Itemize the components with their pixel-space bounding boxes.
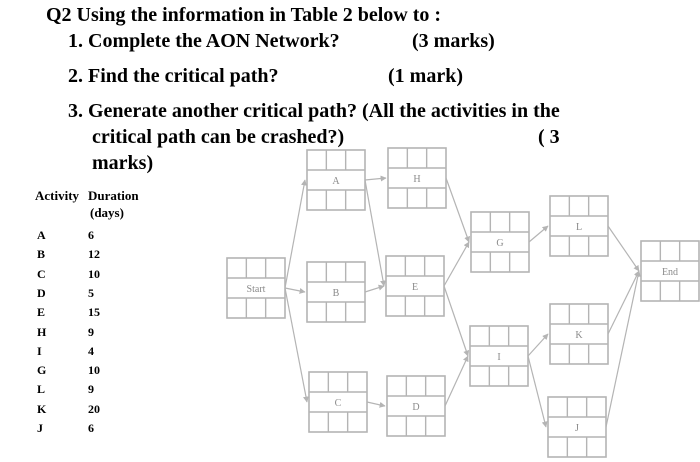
node-end xyxy=(641,241,699,301)
node-label: D xyxy=(412,402,420,413)
edge-j-end xyxy=(606,271,639,427)
node-l xyxy=(550,196,608,256)
edge-i-j xyxy=(528,356,546,427)
table-cell-activity: B xyxy=(37,247,46,262)
node-e xyxy=(386,256,444,316)
question-item-1: 1. Complete the AON Network? xyxy=(68,30,340,52)
node-label: I xyxy=(497,352,501,363)
edge-e-i xyxy=(444,286,468,356)
edge-start-a xyxy=(285,180,305,288)
node-k xyxy=(550,304,608,364)
node-b xyxy=(307,262,365,322)
table-cell-duration: 20 xyxy=(88,401,100,416)
question-item-3-line-1: 3. Generate another critical path? (All the activities in the xyxy=(68,100,560,122)
table-cell-activity: L xyxy=(37,382,46,397)
node-label: Start xyxy=(246,284,266,295)
table-cell-duration: 9 xyxy=(88,382,94,397)
table-cell-duration: 10 xyxy=(88,363,100,378)
node-label: E xyxy=(411,282,419,293)
question-item-3-line-3: marks) xyxy=(92,152,154,174)
question-item-3-marks: ( 3 xyxy=(538,126,560,148)
edge-start-c xyxy=(285,288,307,402)
node-label: C xyxy=(334,398,342,409)
table-cell-duration: 4 xyxy=(88,343,94,358)
node-label: B xyxy=(332,288,340,299)
table-cell-duration: 9 xyxy=(88,324,94,339)
edge-a-e xyxy=(365,180,384,286)
node-h xyxy=(388,148,446,208)
node-start xyxy=(227,258,285,318)
question-item-2: 2. Find the critical path? xyxy=(68,65,279,87)
table-cell-activity: H xyxy=(37,324,47,339)
edge-l-end xyxy=(608,226,639,271)
edge-i-k xyxy=(528,334,548,356)
node-label: A xyxy=(332,176,340,187)
node-i xyxy=(470,326,528,386)
node-label: G xyxy=(496,238,504,249)
table-cell-activity: E xyxy=(37,305,46,320)
question-item-1-marks: (3 marks) xyxy=(412,30,495,52)
node-label: H xyxy=(413,174,421,185)
table-cell-duration: 6 xyxy=(88,421,94,435)
node-j xyxy=(548,397,606,457)
table-header-duration: Duration xyxy=(88,188,139,203)
table-cell-duration: 15 xyxy=(88,305,100,320)
node-g xyxy=(471,212,529,272)
table-cell-duration: 12 xyxy=(88,247,100,262)
edge-d-i xyxy=(445,356,468,406)
table-cell-activity: D xyxy=(37,285,46,300)
node-label: L xyxy=(575,222,583,233)
table-cell-duration: 6 xyxy=(88,228,94,242)
edge-c-d xyxy=(367,402,385,406)
table-cell-activity: I xyxy=(37,343,42,358)
table-header-activity: Activity xyxy=(35,188,80,203)
node-c xyxy=(309,372,367,432)
table-cell-activity: J xyxy=(37,421,43,435)
table-cell-activity: C xyxy=(37,266,46,281)
table-cell-duration: 5 xyxy=(88,285,94,300)
node-label: J xyxy=(575,423,579,434)
edge-g-l xyxy=(529,226,548,242)
edge-a-h xyxy=(365,178,386,180)
node-label: End xyxy=(661,267,679,278)
table-cell-activity: A xyxy=(37,228,46,242)
node-label: K xyxy=(575,330,583,341)
table-cell-activity: K xyxy=(37,401,47,416)
question-title: Q2 Using the information in Table 2 below to : xyxy=(46,4,442,26)
table-header-unit: (days) xyxy=(90,205,124,220)
edge-e-g xyxy=(444,242,469,286)
node-a xyxy=(307,150,365,210)
question-item-2-marks: (1 mark) xyxy=(388,65,463,87)
edge-h-g xyxy=(446,178,469,242)
edge-b-e xyxy=(365,286,384,292)
question-item-3-line-2: critical path can be crashed?) xyxy=(92,126,345,148)
table-cell-activity: G xyxy=(37,363,47,378)
edge-start-b xyxy=(285,288,305,292)
edge-k-end xyxy=(608,271,639,334)
node-d xyxy=(387,376,445,436)
table-cell-duration: 10 xyxy=(88,266,100,281)
